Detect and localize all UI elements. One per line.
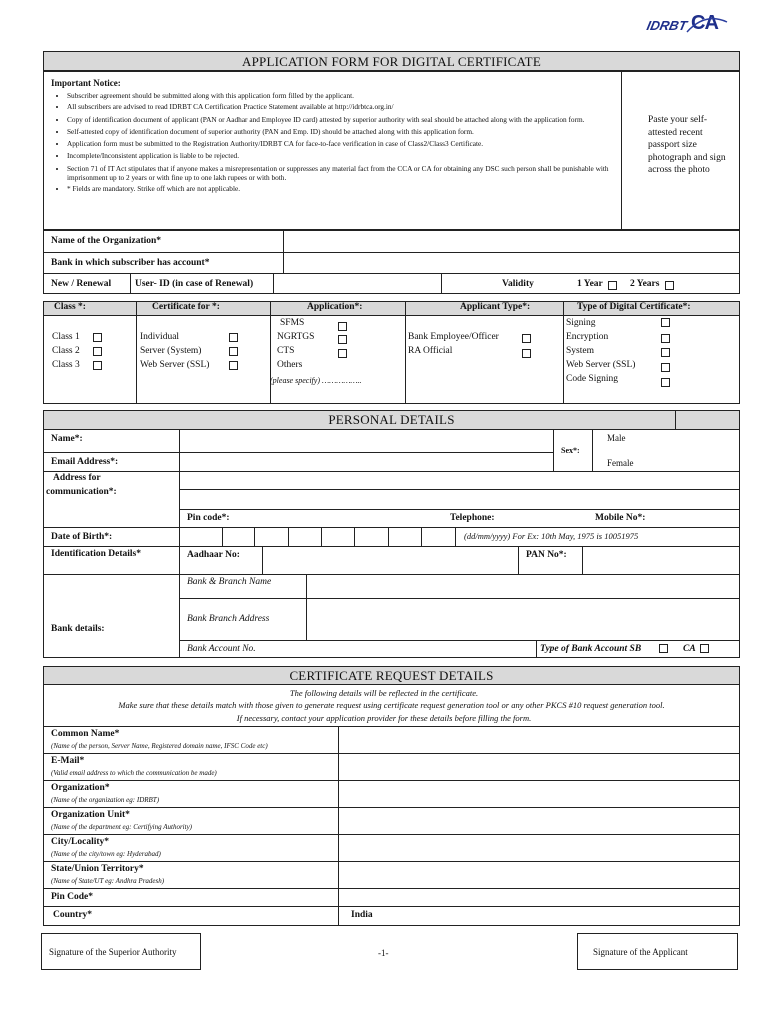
signing-checkbox[interactable] bbox=[661, 318, 670, 327]
personal-details-header-text: PERSONAL DETAILS bbox=[328, 412, 455, 427]
address-line-1-field[interactable] bbox=[181, 472, 738, 488]
applicant-type-header: Applicant Type*: bbox=[460, 302, 531, 312]
country-value: India bbox=[351, 910, 373, 920]
sfms-label: SFMS bbox=[280, 318, 305, 328]
city-label: City/Locality* bbox=[51, 837, 110, 847]
new-renewal-label[interactable]: New / Renewal bbox=[51, 279, 112, 289]
application-header: Application*: bbox=[307, 302, 363, 312]
applicant-signature-label: Signature of the Applicant bbox=[593, 947, 688, 957]
web-server-label: Web Server (SSL) bbox=[140, 360, 210, 370]
pan-field[interactable] bbox=[584, 547, 738, 573]
logo-idrbt-text: IDRBT bbox=[645, 18, 689, 33]
encryption-label: Encryption bbox=[566, 332, 609, 342]
class-header-text: Class *: bbox=[54, 302, 86, 312]
bank-branch-address-field[interactable] bbox=[308, 599, 738, 639]
two-years-checkbox[interactable] bbox=[665, 281, 674, 290]
state-field[interactable] bbox=[340, 862, 738, 887]
organization-unit-hint: (Name of the department eg: Certifying Authority) bbox=[51, 823, 193, 831]
address-label-line1: Address for bbox=[53, 473, 101, 483]
validity-label: Validity bbox=[502, 279, 534, 289]
organization-request-label: Organization* bbox=[51, 783, 110, 793]
idrbt-ca-logo bbox=[647, 12, 729, 38]
page-number: -1- bbox=[378, 948, 389, 958]
class-2-checkbox[interactable] bbox=[93, 347, 102, 356]
server-system-checkbox[interactable] bbox=[229, 347, 238, 356]
pin-code-label: Pin code*: bbox=[187, 513, 230, 523]
class-2-label: Class 2 bbox=[52, 346, 80, 356]
two-years-label: 2 Years bbox=[630, 279, 660, 289]
name-field[interactable] bbox=[181, 430, 551, 451]
form-title-text: APPLICATION FORM FOR DIGITAL CERTIFICATE bbox=[242, 54, 541, 69]
user-id-label: User- ID (in case of Renewal) bbox=[135, 279, 254, 289]
class-1-checkbox[interactable] bbox=[93, 333, 102, 342]
pin-code-request-label: Pin Code* bbox=[51, 892, 93, 902]
class-3-label: Class 3 bbox=[52, 360, 80, 370]
ngrtgs-label: NGRTGS bbox=[277, 332, 315, 342]
dob-input-boxes[interactable] bbox=[181, 528, 454, 545]
certificate-request-header-text: CERTIFICATE REQUEST DETAILS bbox=[289, 668, 494, 683]
notice-item: • Self-attested copy of identification document of superior authority (PAN and Emp. ID) should be attached along with this application form. bbox=[67, 127, 617, 136]
dob-format-hint: (dd/mm/yyyy) For Ex: 10th May, 1975 is 10051975 bbox=[464, 531, 639, 541]
system-checkbox[interactable] bbox=[661, 348, 670, 357]
subscriber-bank-field[interactable] bbox=[285, 253, 738, 272]
address-line-2-field[interactable] bbox=[181, 490, 738, 508]
sex-label: Sex*: bbox=[561, 446, 580, 455]
notice-item: • Section 71 of IT Act stipulates that if anyone makes a misrepresentation or suppresses any material fact from the CCA or CA for obtaining any DSC such person shall be punishable with imprisonment up to 2 years or with fine up to one lakh rupees or with both. bbox=[67, 164, 617, 182]
digital-certificate-type-header: Type of Digital Certificate*: bbox=[577, 302, 691, 312]
organization-request-hint: (Name of the organization eg: IDRBT) bbox=[51, 796, 160, 804]
class-1-label: Class 1 bbox=[52, 332, 80, 342]
certificate-request-header bbox=[44, 667, 739, 684]
ca-label: CA bbox=[683, 644, 696, 654]
country-field[interactable] bbox=[340, 907, 738, 925]
city-hint: (Name of the city/town eg: Hyderabad) bbox=[51, 850, 161, 858]
one-year-label: 1 Year bbox=[577, 279, 603, 289]
sb-checkbox[interactable] bbox=[659, 644, 668, 653]
form-title bbox=[43, 51, 740, 71]
signing-label: Signing bbox=[566, 318, 596, 328]
web-server-checkbox[interactable] bbox=[229, 361, 238, 370]
pan-label: PAN No*: bbox=[526, 550, 567, 560]
one-year-checkbox[interactable] bbox=[608, 281, 617, 290]
bank-account-field[interactable] bbox=[272, 641, 534, 657]
personal-details-header bbox=[44, 411, 739, 429]
address-label-line2: communication*: bbox=[46, 487, 117, 497]
cts-label: CTS bbox=[277, 346, 295, 356]
notice-item: • Subscriber agreement should be submitted along with this application form filled by the applicant. bbox=[67, 91, 617, 100]
state-hint: (Name of State/UT eg: Andhra Pradesh) bbox=[51, 877, 165, 885]
user-id-field[interactable] bbox=[275, 274, 439, 293]
city-field[interactable] bbox=[340, 835, 738, 860]
bank-employee-checkbox[interactable] bbox=[522, 334, 531, 343]
notice-item: • * Fields are mandatory. Strike off which are not applicable. bbox=[67, 184, 617, 193]
web-server-ssl-checkbox[interactable] bbox=[661, 363, 670, 372]
request-intro-line1: The following details will be reflected in the certificate. bbox=[289, 688, 479, 698]
please-specify-hint[interactable]: (please specify) …………….. bbox=[270, 376, 362, 385]
others-label: Others bbox=[277, 360, 303, 370]
logo-swoosh-icon bbox=[685, 16, 729, 36]
common-name-hint: (Name of the person, Server Name, Registered domain name, IFSC Code etc) bbox=[51, 742, 268, 750]
notice-item: • Copy of identification document of applicant (PAN or Aadhar and Employee ID card) attested by superior authority with seal should be attached along with the application form. bbox=[67, 115, 617, 124]
request-intro-line3: If necessary, contact your application provider for these details before filling the form. bbox=[236, 713, 532, 723]
organization-request-field[interactable] bbox=[340, 781, 738, 806]
email-label: Email Address*: bbox=[51, 457, 119, 467]
superior-signature-label: Signature of the Superior Authority bbox=[49, 947, 177, 957]
email-request-hint: (Valid email address to which the communication be made) bbox=[51, 769, 217, 777]
logo-ca-text: CA bbox=[691, 12, 718, 34]
organization-unit-field[interactable] bbox=[340, 808, 738, 833]
ra-official-checkbox[interactable] bbox=[522, 349, 531, 358]
individual-label: Individual bbox=[140, 332, 180, 342]
system-label: System bbox=[566, 346, 594, 356]
certificate-for-header: Certificate for *: bbox=[152, 302, 220, 312]
identification-label: Identification Details* bbox=[51, 549, 141, 559]
email-request-label: E-Mail* bbox=[51, 756, 85, 766]
account-type-label: Type of Bank Account SB bbox=[540, 644, 642, 654]
bank-branch-name-field[interactable] bbox=[308, 575, 738, 597]
email-field[interactable] bbox=[181, 453, 551, 470]
organization-name-label: Name of the Organization* bbox=[51, 236, 162, 246]
notice-item: • Application form must be submitted to the Registration Authority/IDRBT CA for face-to-face verification in case of Class2/Class3 Certificate. bbox=[67, 139, 617, 148]
dob-label: Date of Birth*: bbox=[51, 532, 113, 542]
server-system-label: Server (System) bbox=[140, 346, 202, 356]
common-name-field[interactable] bbox=[340, 727, 738, 752]
notice-item: • All subscribers are advised to read IDRBT CA Certification Practice Statement available at http://idrbtca.org.in/ bbox=[67, 102, 617, 111]
encryption-checkbox[interactable] bbox=[661, 334, 670, 343]
notice-list bbox=[51, 91, 617, 193]
bank-branch-name-label: Bank & Branch Name bbox=[187, 577, 272, 587]
organization-name-field[interactable] bbox=[285, 231, 738, 251]
pin-code-request-field[interactable] bbox=[340, 889, 738, 905]
ca-checkbox[interactable] bbox=[700, 644, 709, 653]
notice-item: • Incomplete/Inconsistent application is liable to be rejected. bbox=[67, 151, 617, 160]
sfms-checkbox[interactable] bbox=[338, 322, 347, 331]
ra-official-label: RA Official bbox=[408, 346, 453, 356]
code-signing-checkbox[interactable] bbox=[661, 378, 670, 387]
request-intro-line2: Make sure that these details match with those given to generate request using certificate request generation tool or any other PKCS #10 request generation tool. bbox=[118, 700, 665, 710]
subscriber-bank-label: Bank in which subscriber has account* bbox=[51, 258, 210, 268]
aadhaar-field[interactable] bbox=[264, 547, 517, 573]
cts-checkbox[interactable] bbox=[338, 349, 347, 358]
bank-employee-label: Bank Employee/Officer bbox=[408, 332, 499, 342]
individual-checkbox[interactable] bbox=[229, 333, 238, 342]
bank-account-label: Bank Account No. bbox=[187, 644, 256, 654]
photo-instructions: Paste your self-attested recent passport size photograph and sign across the photo bbox=[648, 115, 726, 175]
email-request-field[interactable] bbox=[340, 754, 738, 779]
male-option[interactable]: Male bbox=[607, 433, 626, 443]
important-notice bbox=[51, 78, 617, 193]
bank-details-label: Bank details: bbox=[51, 624, 105, 634]
web-server-ssl-label: Web Server (SSL) bbox=[566, 360, 636, 370]
female-option[interactable]: Female bbox=[607, 458, 634, 468]
country-label: Country* bbox=[53, 910, 93, 920]
state-label: State/Union Territory* bbox=[51, 864, 144, 874]
name-label: Name*: bbox=[51, 434, 83, 444]
mobile-label: Mobile No*: bbox=[595, 513, 646, 523]
notice-heading: Important Notice: bbox=[51, 78, 121, 88]
code-signing-label: Code Signing bbox=[566, 374, 618, 384]
photo-area[interactable] bbox=[648, 114, 728, 177]
ngrtgs-checkbox[interactable] bbox=[338, 335, 347, 344]
common-name-label: Common Name* bbox=[51, 729, 120, 739]
aadhaar-label: Aadhaar No: bbox=[187, 550, 240, 560]
class-3-checkbox[interactable] bbox=[93, 361, 102, 370]
telephone-label: Telephone: bbox=[450, 513, 495, 523]
organization-unit-label: Organization Unit* bbox=[51, 810, 130, 820]
bank-branch-address-label: Bank Branch Address bbox=[187, 614, 270, 624]
